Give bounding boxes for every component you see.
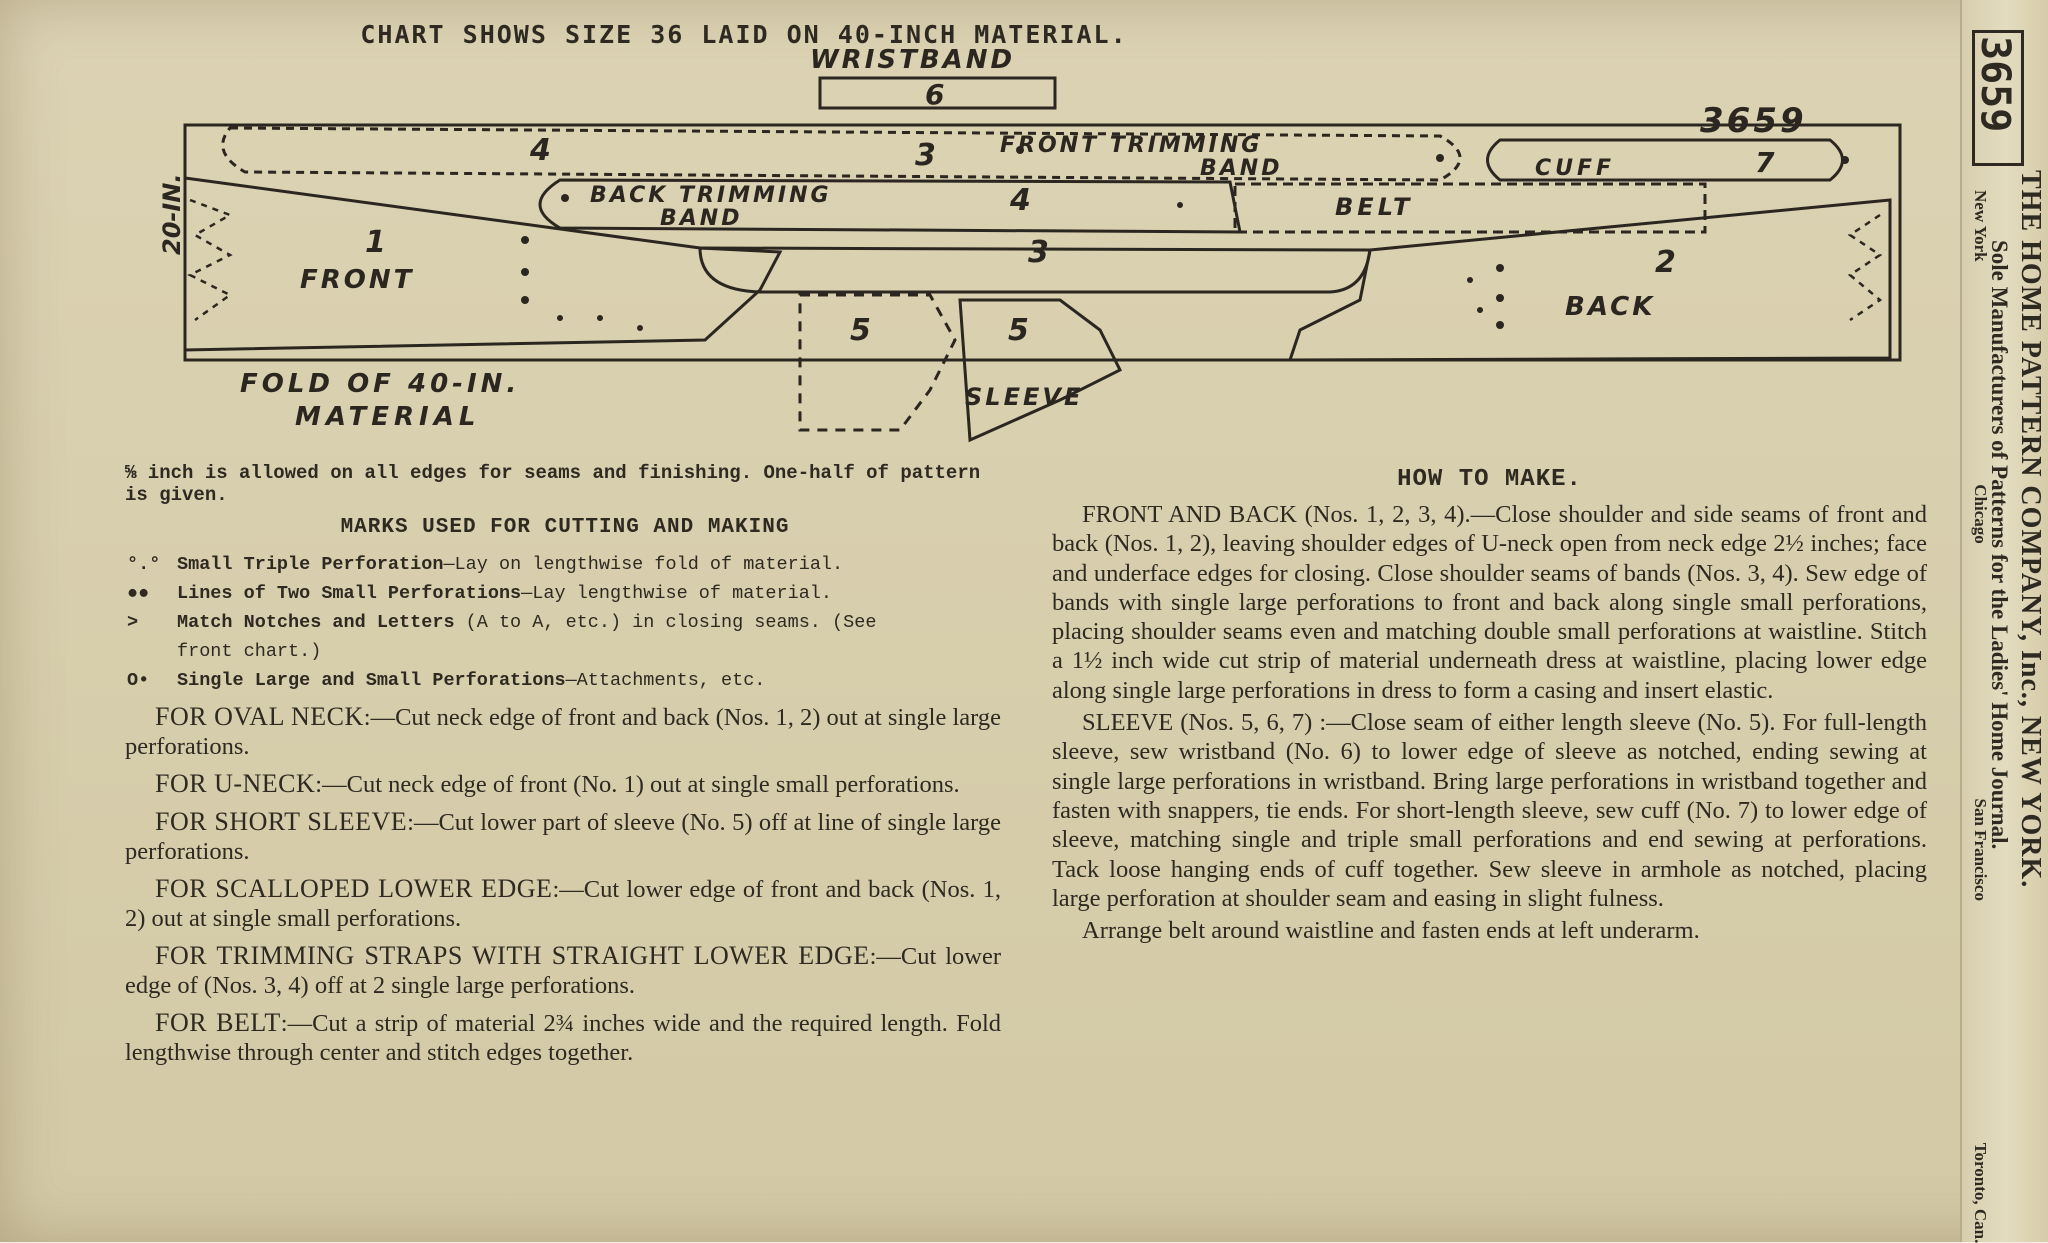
wristband-number: 6 [925, 78, 945, 111]
front-and-back-instruction: FRONT AND BACK (Nos. 1, 2, 3, 4).—Close shoulder and side seams of front and back (Nos. 1, 2), leaving shoulder edges of U-neck open from neck edge 2½ inches; face and underface edges for closing. Close shoulder seams of bands (Nos. 3, 4). Sew edge of bands with single large perforations to front and back along single small perforations, placing shoulder seams even and matching double small perforations at waistline. Stitch a 1½ inch wide cut strip of material underneath dress at waistline, placing lower edge along single large perforations in dress to form a casing and insert elastic. [1052, 501, 1927, 704]
band-3-number: 3 [1028, 235, 1049, 270]
cutting-instructions [125, 702, 1001, 1075]
how-to-make-heading: HOW TO MAKE. [1397, 466, 1582, 493]
mark-large-small-perforations: O• Single Large and Small Perforations—Attachments, etc. [125, 666, 1005, 695]
marks-heading: MARKS USED FOR CUTTING AND MAKING [340, 516, 790, 539]
pattern-number-handwritten: 3659 [1700, 101, 1807, 141]
front-trimming-number: 3 [915, 138, 936, 173]
back-piece [1290, 200, 1890, 360]
how-to-make-instructions [1052, 500, 1927, 948]
city-san-francisco: San Francisco [1971, 798, 1990, 901]
sleeve-instruction: SLEEVE (Nos. 5, 6, 7) :—Close seam of either length sleeve (No. 5). For full-length sleeve, sew wristband (No. 6) to lower edge of sleeve as notched, ending sewing at single large perforations in wristband. Bring large perforations in wristband together and fasten with snappers, tie ends. For short-length sleeve, sew cuff (No. 7) to lower edge of sleeve, matching single and triple small perforations and end sewing at perforations. Tack loose hanging ends of cuff together. Sew sleeve in armhole as notched, placing large perforation at shoulder seam and easing in slight fulness. [1052, 709, 1927, 912]
belt-label: BELT [1335, 193, 1414, 221]
band-4-number-top: 4 [530, 133, 551, 168]
edge-label: 20-IN. [158, 173, 186, 255]
seam-allowance-note: ⅝ inch is allowed on all edges for seams and finishing. One-half of pattern is given. [125, 462, 981, 506]
wristband-label: WRISTBAND [810, 45, 1016, 75]
pattern-number: 3659 [1972, 36, 2018, 133]
sleeve-piece-left [800, 295, 955, 430]
back-label: BACK [1565, 292, 1656, 322]
front-label: FRONT [300, 265, 415, 295]
back-trimming-label: BACK TRIMMING [590, 183, 832, 208]
city-list [1970, 190, 1990, 1243]
mark-match-notches: > Match Notches and Letters (A to A, etc.) in closing seams. (See front chart.) [125, 608, 1005, 666]
u-neck-instruction: FOR U-NECK:—Cut neck edge of front (No. 1) out at single small perforations. [155, 769, 960, 798]
back-number: 2 [1655, 245, 1676, 280]
front-number: 1 [365, 225, 386, 260]
large-small-perforation-icon: O• [127, 670, 150, 691]
cutting-layout-diagram [0, 0, 2048, 460]
city-new-york: New York [1971, 190, 1990, 262]
fold-label-line2: MATERIAL [295, 402, 481, 432]
notch-icon: > [127, 612, 139, 633]
belt-instruction: FOR BELT:—Cut a strip of material 2¾ inches wide and the required length. Fold lengthwise through center and stitch edges together. [125, 1008, 1001, 1066]
trimming-straps-instruction: FOR TRIMMING STRAPS WITH STRAIGHT LOWER EDGE:—Cut lower edge of (Nos. 3, 4) off at 2 single large perforations. [125, 941, 1001, 999]
sleeve-label: SLEEVE [965, 383, 1084, 411]
sleeve-number-right: 5 [1008, 313, 1029, 348]
sole-manufacturers-line: Sole Manufacturers of Patterns for the Ladies' Home Journal. [1987, 240, 2012, 850]
scalloped-edge-instruction: FOR SCALLOPED LOWER EDGE:—Cut lower edge of front and back (Nos. 1, 2) out at single small perforations. [125, 874, 1001, 932]
front-trimming-label: FRONT TRIMMING [1000, 133, 1263, 158]
fold-label-line1: FOLD OF 40-IN. [240, 369, 521, 399]
mark-triple-perforation: °.° Small Triple Perforation—Lay on lengthwise fold of material. [125, 550, 1005, 579]
triple-perforation-icon: °.° [127, 554, 161, 575]
back-trimming-label-2: BAND [660, 206, 743, 231]
marks-list [125, 550, 1005, 695]
belt-arrange-instruction: Arrange belt around waistline and fasten ends at left underarm. [1082, 917, 1700, 945]
cuff-label: CUFF [1535, 156, 1616, 181]
company-name: THE HOME PATTERN COMPANY, Inc., NEW YORK. [2015, 170, 2046, 889]
city-chicago: Chicago [1971, 484, 1990, 544]
short-sleeve-instruction: FOR SHORT SLEEVE:—Cut lower part of sleeve (No. 5) off at line of single large perforations. [125, 807, 1001, 865]
front-trimming-label-2: BAND [1200, 156, 1283, 181]
sleeve-piece-right [960, 300, 1120, 440]
chart-title: CHART SHOWS SIZE 36 LAID ON 40-INCH MATERIAL. [360, 20, 1128, 49]
sleeve-number-left: 5 [850, 313, 871, 348]
city-toronto: Toronto, Can. [1971, 1142, 1990, 1243]
oval-neck-instruction: FOR OVAL NECK:—Cut neck edge of front and back (Nos. 1, 2) out at single large perforations. [125, 702, 1002, 760]
mark-two-small-perforations: ●● Lines of Two Small Perforations—Lay lengthwise of material. [125, 579, 1005, 608]
cuff-number: 7 [1755, 146, 1775, 179]
double-perforation-icon: ●● [127, 583, 150, 604]
back-trimming-number: 4 [1010, 183, 1031, 218]
